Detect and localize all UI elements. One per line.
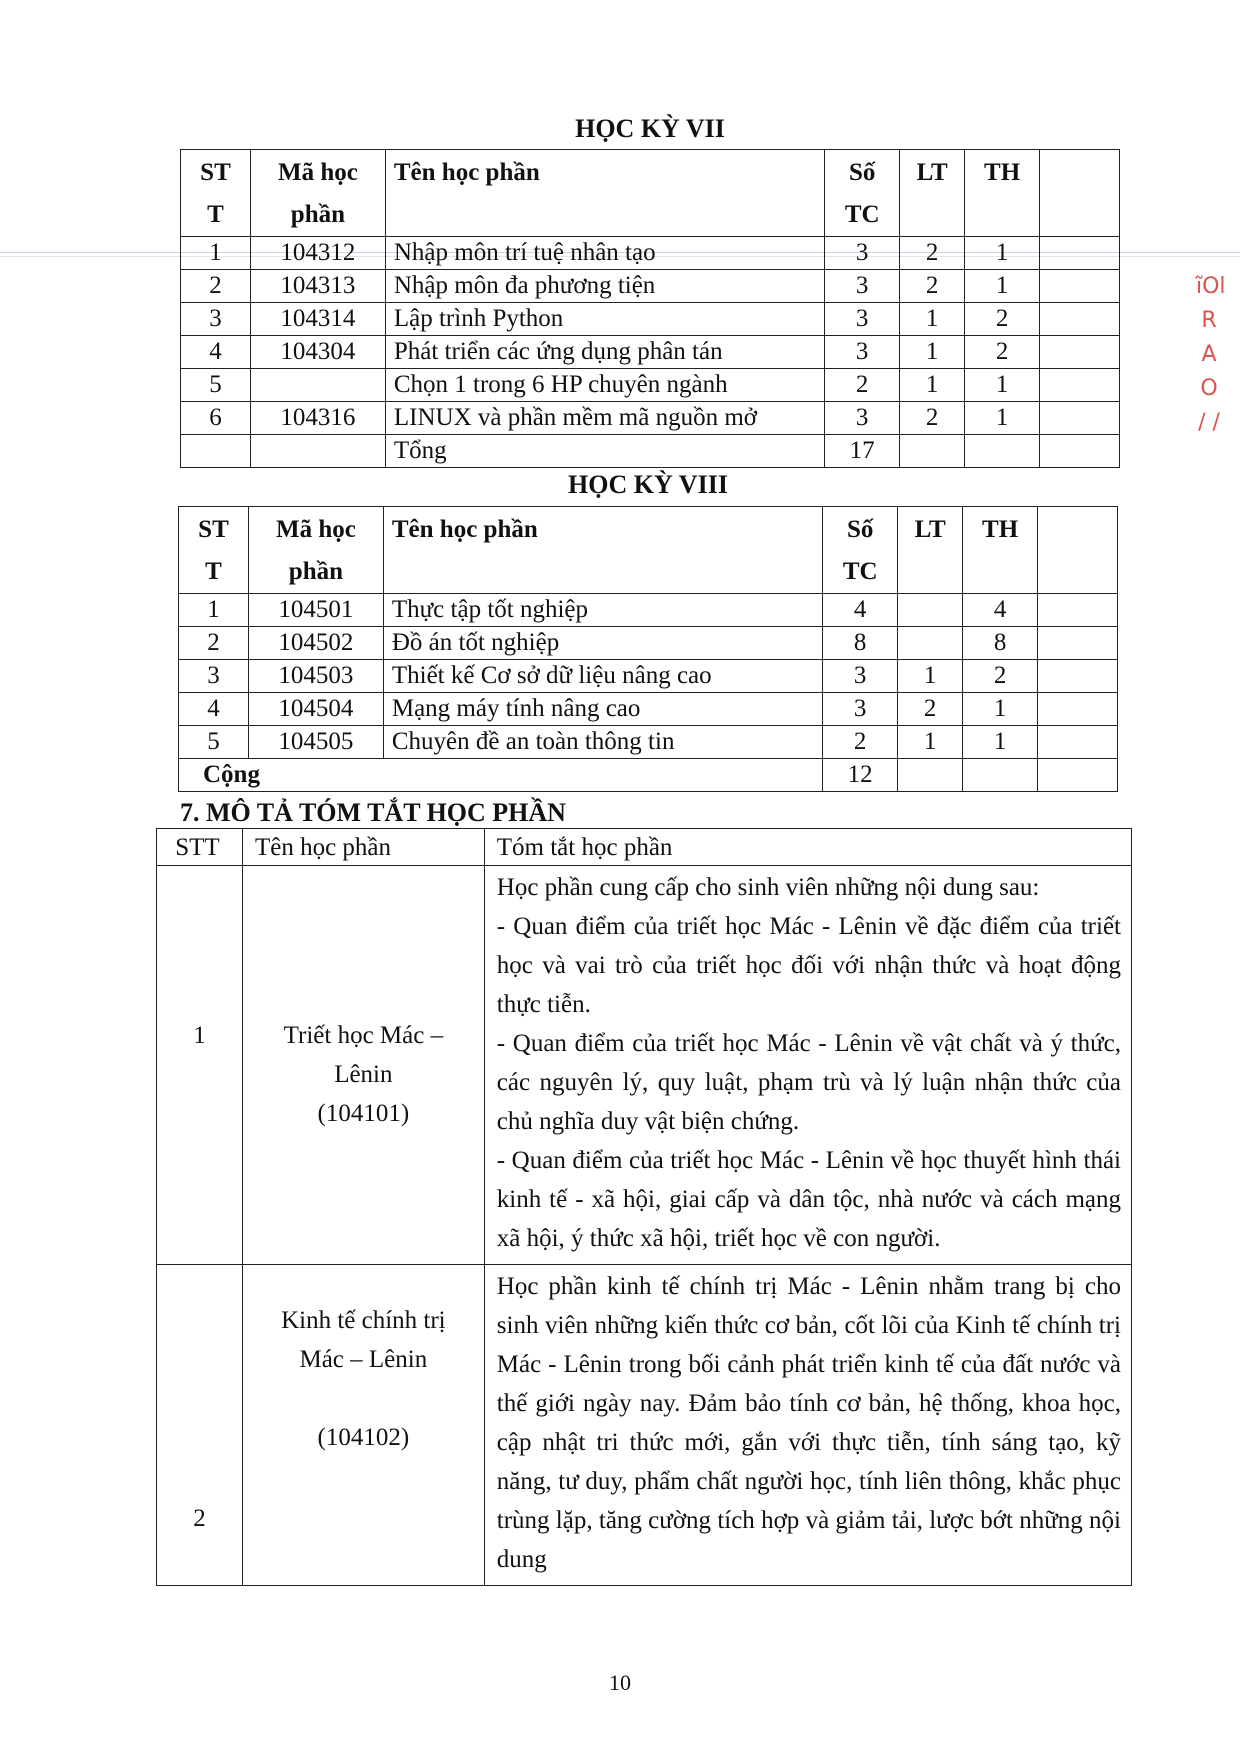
cell-name: Mạng máy tính nâng cao xyxy=(383,693,822,726)
header-summary: Tóm tắt học phần xyxy=(484,829,1131,866)
cell-credits: 2 xyxy=(823,726,898,759)
cell-blank xyxy=(1038,693,1118,726)
cell-name: Thực tập tốt nghiệp xyxy=(383,594,822,627)
table-row xyxy=(157,866,1132,1265)
cell-blank xyxy=(1040,369,1120,402)
table-row xyxy=(179,594,1118,627)
cell-code: 104502 xyxy=(248,627,383,660)
cell-blank xyxy=(250,435,385,468)
semester-7-title: HỌC KỲ VII xyxy=(575,114,725,143)
cell-blank xyxy=(963,759,1038,792)
table-row xyxy=(181,402,1120,435)
table-row xyxy=(181,369,1120,402)
semester-8-title: HỌC KỲ VIII xyxy=(568,470,728,499)
cell-th: 4 xyxy=(963,594,1038,627)
cell-blank xyxy=(1040,435,1120,468)
cell-name: Chuyên đề an toàn thông tin xyxy=(383,726,822,759)
cell-th: 2 xyxy=(963,660,1038,693)
cell-lt: 2 xyxy=(900,270,965,303)
header-code: Mã học phần xyxy=(248,507,383,594)
cell-blank xyxy=(1038,594,1118,627)
margin-stamp-fragment: ĩOl R A O / / xyxy=(1196,274,1226,435)
cell-code: 104501 xyxy=(248,594,383,627)
course-code: (104102) xyxy=(317,1424,410,1451)
cell-lt: 2 xyxy=(900,402,965,435)
cell-code xyxy=(250,369,385,402)
cell-stt: 5 xyxy=(179,726,249,759)
cell-credits: 3 xyxy=(825,336,900,369)
cell-credits: 8 xyxy=(823,627,898,660)
cell-code: 104314 xyxy=(250,303,385,336)
header-lt: LT xyxy=(898,507,963,594)
header-name: Tên học phần xyxy=(385,150,824,237)
table-header-row xyxy=(179,507,1118,594)
cell-stt: 2 xyxy=(179,627,249,660)
cell-lt: 1 xyxy=(900,369,965,402)
cell-stt: 2 xyxy=(181,270,251,303)
cell-code: 104316 xyxy=(250,402,385,435)
cell-blank xyxy=(1040,270,1120,303)
summary-paragraph: Học phần kinh tế chính trị Mác - Lênin nhằm trang bị cho sinh viên những kiến thức cơ bản, cốt lõi của Kinh tế chính trị Mác - Lênin trong bối cảnh phát triển kinh tế của đất nước và thế giới ngày nay. Đảm bảo tính cơ bản, hệ thống, khoa học, cập nhật tri thức mới, gắn với thực tiễn, tính sáng tạo, kỹ năng, tư duy, phẩm chất người học, tính liên thông, khắc phục trùng lặp, tăng cường tích hợp và giảm tải, lược bớt những nội dung xyxy=(496,1273,1121,1573)
cell-lt: 1 xyxy=(900,336,965,369)
course-name-line: Kinh tế chính trị xyxy=(281,1307,446,1334)
cell-name: Lập trình Python xyxy=(385,303,824,336)
table-row xyxy=(179,627,1118,660)
cell-th: 1 xyxy=(965,402,1040,435)
table-header-row xyxy=(157,829,1132,866)
cell-course-name xyxy=(242,866,484,1265)
cell-code: 104312 xyxy=(250,237,385,270)
cell-course-name xyxy=(242,1265,484,1586)
header-th: TH xyxy=(963,507,1038,594)
cell-lt: 1 xyxy=(898,660,963,693)
header-code: Mã học phần xyxy=(250,150,385,237)
cell-th: 1 xyxy=(965,237,1040,270)
cell-blank xyxy=(181,435,251,468)
table-row xyxy=(179,660,1118,693)
cell-credits: 3 xyxy=(825,270,900,303)
total-row xyxy=(179,759,1118,792)
cell-blank xyxy=(1038,660,1118,693)
cell-stt: 3 xyxy=(181,303,251,336)
cell-stt: 5 xyxy=(181,369,251,402)
table-row xyxy=(181,270,1120,303)
cell-blank xyxy=(1040,336,1120,369)
cell-code: 104313 xyxy=(250,270,385,303)
header-blank xyxy=(1040,150,1120,237)
cell-credits: 3 xyxy=(823,693,898,726)
page-number: 10 xyxy=(609,1670,631,1695)
cell-stt: 1 xyxy=(181,237,251,270)
table-row xyxy=(181,336,1120,369)
cell-th: 8 xyxy=(963,627,1038,660)
cell-blank xyxy=(1038,726,1118,759)
cell-blank xyxy=(1038,759,1118,792)
cell-lt: 2 xyxy=(900,237,965,270)
cell-th: 1 xyxy=(965,369,1040,402)
course-summary-table xyxy=(156,828,1132,1586)
header-stt: STT xyxy=(157,829,243,866)
cell-credits: 2 xyxy=(825,369,900,402)
section-7-title: 7. MÔ TẢ TÓM TẮT HỌC PHẦN xyxy=(180,798,566,827)
header-stt: ST T xyxy=(181,150,251,237)
cell-summary xyxy=(484,866,1131,1265)
semester-8-table xyxy=(178,506,1118,792)
cell-name: Đồ án tốt nghiệp xyxy=(383,627,822,660)
cell-lt: 1 xyxy=(900,303,965,336)
cell-stt: 2 xyxy=(157,1265,243,1586)
cell-lt: 2 xyxy=(898,693,963,726)
total-label: Cộng xyxy=(179,759,823,792)
header-credits: Số TC xyxy=(825,150,900,237)
cell-blank xyxy=(898,759,963,792)
cell-stt: 4 xyxy=(179,693,249,726)
header-credits: Số TC xyxy=(823,507,898,594)
cell-name: LINUX và phần mềm mã nguồn mở xyxy=(385,402,824,435)
course-name-line: Lênin xyxy=(334,1061,393,1088)
cell-blank xyxy=(965,435,1040,468)
total-row xyxy=(181,435,1120,468)
course-code: (104101) xyxy=(317,1100,410,1127)
summary-paragraph: - Quan điểm của triết học Mác - Lênin về đặc điểm của triết học và vai trò của triết học đối với nhận thức và hoạt động thực tiễn. xyxy=(496,913,1121,1018)
cell-code: 104503 xyxy=(248,660,383,693)
cell-th: 1 xyxy=(963,693,1038,726)
summary-paragraph: - Quan điểm của triết học Mác - Lênin về vật chất và ý thức, các nguyên lý, quy luật, phạm trù và lý luận nhận thức của chủ nghĩa duy vật biện chứng. xyxy=(496,1030,1121,1135)
cell-th: 1 xyxy=(963,726,1038,759)
cell-blank xyxy=(1040,237,1120,270)
table-row xyxy=(157,1265,1132,1586)
cell-credits: 4 xyxy=(823,594,898,627)
cell-credits: 3 xyxy=(823,660,898,693)
header-th: TH xyxy=(965,150,1040,237)
table-header-row xyxy=(181,150,1120,237)
semester-7-table xyxy=(180,149,1120,468)
cell-th: 2 xyxy=(965,303,1040,336)
course-name-line: Mác – Lênin xyxy=(299,1346,428,1373)
cell-blank xyxy=(900,435,965,468)
table-row xyxy=(179,726,1118,759)
cell-summary xyxy=(484,1265,1131,1586)
cell-name: Chọn 1 trong 6 HP chuyên ngành xyxy=(385,369,824,402)
cell-stt: 6 xyxy=(181,402,251,435)
cell-stt: 3 xyxy=(179,660,249,693)
cell-lt xyxy=(898,627,963,660)
cell-name: Phát triển các ứng dụng phân tán xyxy=(385,336,824,369)
cell-code: 104304 xyxy=(250,336,385,369)
total-credits: 12 xyxy=(823,759,898,792)
header-name: Tên học phần xyxy=(242,829,484,866)
cell-stt: 1 xyxy=(157,866,243,1265)
summary-paragraph: - Quan điểm của triết học Mác - Lênin về học thuyết hình thái kinh tế - xã hội, giai cấp và dân tộc, nhà nước và cách mạng xã hội, ý thức xã hội, triết học về con người. xyxy=(496,1147,1121,1252)
total-label: Tổng xyxy=(385,435,824,468)
cell-blank xyxy=(1040,402,1120,435)
cell-blank xyxy=(1038,627,1118,660)
cell-blank xyxy=(1040,303,1120,336)
cell-code: 104504 xyxy=(248,693,383,726)
header-blank xyxy=(1038,507,1118,594)
cell-name: Nhập môn đa phương tiện xyxy=(385,270,824,303)
cell-name: Nhập môn trí tuệ nhân tạo xyxy=(385,237,824,270)
cell-name: Thiết kế Cơ sở dữ liệu nâng cao xyxy=(383,660,822,693)
header-stt: ST T xyxy=(179,507,249,594)
cell-credits: 3 xyxy=(825,237,900,270)
cell-stt: 1 xyxy=(179,594,249,627)
total-credits: 17 xyxy=(825,435,900,468)
cell-lt xyxy=(898,594,963,627)
header-name: Tên học phần xyxy=(383,507,822,594)
cell-th: 1 xyxy=(965,270,1040,303)
table-row xyxy=(181,303,1120,336)
cell-credits: 3 xyxy=(825,303,900,336)
course-name-line: Triết học Mác – xyxy=(283,1022,444,1049)
cell-stt: 4 xyxy=(181,336,251,369)
table-row xyxy=(179,693,1118,726)
cell-credits: 3 xyxy=(825,402,900,435)
header-lt: LT xyxy=(900,150,965,237)
cell-code: 104505 xyxy=(248,726,383,759)
table-row xyxy=(181,237,1120,270)
cell-th: 2 xyxy=(965,336,1040,369)
cell-lt: 1 xyxy=(898,726,963,759)
summary-paragraph: Học phần cung cấp cho sinh viên những nội dung sau: xyxy=(496,874,1040,901)
